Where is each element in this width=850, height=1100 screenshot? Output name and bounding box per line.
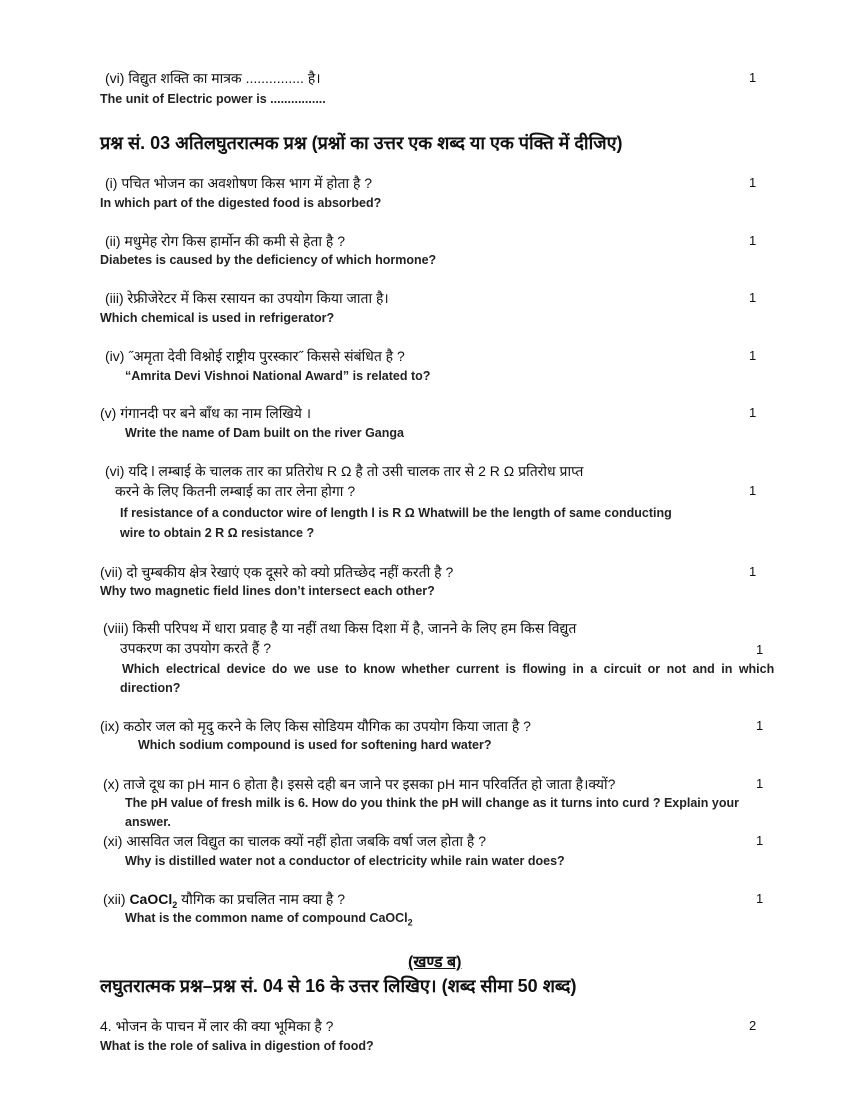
formula-text: CaOCl bbox=[369, 911, 408, 925]
section-heading: प्रश्न सं. 03 अतिलघुतरात्मक प्रश्न (प्रश्नों का उत्तर एक शब्द या एक पंक्ति में दीजिए) bbox=[100, 133, 623, 153]
formula-subscript: 2 bbox=[172, 899, 178, 910]
question-english: Which electrical device do we use to know whether current is flowing in a circuit or not and in which bbox=[122, 662, 775, 676]
question-hindi: (vi) यदि l लम्बाई के चालक तार का प्रतिरोध R Ω है तो उसी चालक तार से 2 R Ω प्रतिरोध प्राप्त bbox=[105, 463, 584, 479]
marks: 1 bbox=[749, 70, 757, 85]
marks: 1 bbox=[749, 175, 757, 190]
chemical-formula bbox=[129, 891, 178, 910]
marks: 2 bbox=[749, 1018, 757, 1033]
question-hindi: (vi) विद्युत शक्ति का मात्रक ............... है। bbox=[105, 70, 321, 86]
question-hindi: (vii) दो चुम्बकीय क्षेत्र रेखाएं एक दूसरे को क्यो प्रतिच्छेद नहीं करती है ? bbox=[100, 564, 454, 580]
question-text: What is the common name of compound bbox=[125, 911, 370, 925]
question-hindi: (ii) मधुमेह रोग किस हार्मोन की कमी से हेता है ? bbox=[105, 233, 345, 249]
marks: 1 bbox=[756, 833, 764, 848]
question-english: The unit of Electric power is ................ bbox=[100, 92, 326, 106]
marks: 1 bbox=[749, 233, 757, 248]
formula-text: CaOCl bbox=[129, 891, 173, 907]
question-text: यौगिक का प्रचलित नाम क्या है ? bbox=[177, 891, 346, 907]
question-english: What is the role of saliva in digestion of food? bbox=[100, 1039, 374, 1053]
question-number: (xii) bbox=[103, 891, 130, 907]
question-english: Diabetes is caused by the deficiency of which hormone? bbox=[100, 253, 437, 267]
question-hindi-cont: उपकरण का उपयोग करते हैं ? bbox=[120, 640, 271, 656]
question-english: Which sodium compound is used for softening hard water? bbox=[138, 738, 492, 752]
section-b-label: (खण्ड ब) bbox=[408, 954, 462, 971]
section-b-heading: लघुतरात्मक प्रश्न–प्रश्न सं. 04 से 16 के उत्तर लिखिए। (शब्द सीमा 50 शब्द) bbox=[100, 976, 577, 996]
question-english: Write the name of Dam built on the river Ganga bbox=[125, 426, 404, 440]
marks: 1 bbox=[749, 348, 757, 363]
question-english: The pH value of fresh milk is 6. How do you think the pH will change as it turns into curd ? Explain your bbox=[125, 796, 739, 810]
question-english: In which part of the digested food is absorbed? bbox=[100, 196, 382, 210]
question-english: Why two magnetic field lines don’t intersect each other? bbox=[100, 584, 435, 598]
marks: 1 bbox=[749, 564, 757, 579]
question-english: If resistance of a conductor wire of length l is R Ω Whatwill be the length of same conducting bbox=[120, 506, 672, 520]
question-hindi: (iii) रेफ्रीजेरेटर में किस रसायन का उपयोग किया जाता है। bbox=[105, 290, 389, 306]
marks: 1 bbox=[756, 891, 764, 906]
question-english bbox=[125, 909, 413, 932]
question-english-cont: wire to obtain 2 R Ω resistance ? bbox=[120, 526, 315, 540]
marks: 1 bbox=[749, 290, 757, 305]
question-hindi: 4. भोजन के पाचन में लार की क्या भूमिका है ? bbox=[100, 1018, 334, 1034]
question-hindi-cont: करने के लिए कितनी लम्बाई का तार लेना होगा ? bbox=[115, 483, 356, 499]
marks: 1 bbox=[749, 483, 757, 498]
question-hindi: (viii) किसी परिपथ में धारा प्रवाह है या नहीं तथा किस दिशा में है, जानने के लिए हम किस विद्युत bbox=[103, 620, 577, 636]
question-english: Why is distilled water not a conductor of electricity while rain water does? bbox=[125, 854, 565, 868]
question-english-cont: answer. bbox=[125, 815, 171, 829]
question-hindi: (xi) आसवित जल विद्युत का चालक क्यों नहीं होता जबकि वर्षा जल होता है ? bbox=[103, 833, 487, 849]
question-hindi: (x) ताजे दूध का pH मान 6 होता है। इससे दही बन जाने पर इसका pH मान परिवर्तित हो जाता है।क्यों? bbox=[103, 776, 616, 792]
marks: 1 bbox=[756, 718, 764, 733]
question-english: “Amrita Devi Vishnoi National Award” is related to? bbox=[125, 369, 431, 383]
question-english-cont: direction? bbox=[120, 681, 181, 695]
marks: 1 bbox=[749, 405, 757, 420]
question-english: Which chemical is used in refrigerator? bbox=[100, 311, 335, 325]
question-hindi: (v) गंगानदी पर बने बाँध का नाम लिखिये । bbox=[100, 405, 312, 421]
marks: 1 bbox=[756, 776, 764, 791]
question-hindi: (ix) कठोर जल को मृदु करने के लिए किस सोडियम यौगिक का उपयोग किया जाता है ? bbox=[100, 718, 531, 734]
formula-subscript: 2 bbox=[407, 917, 413, 928]
question-hindi: (iv) ˝अमृता देवी विश्नोई राष्ट्रीय पुरस्कार˝ किससे संबंधित है ? bbox=[105, 348, 405, 364]
question-hindi: (i) पचित भोजन का अवशोषण किस भाग में होता है ? bbox=[105, 175, 373, 191]
marks: 1 bbox=[756, 642, 764, 657]
